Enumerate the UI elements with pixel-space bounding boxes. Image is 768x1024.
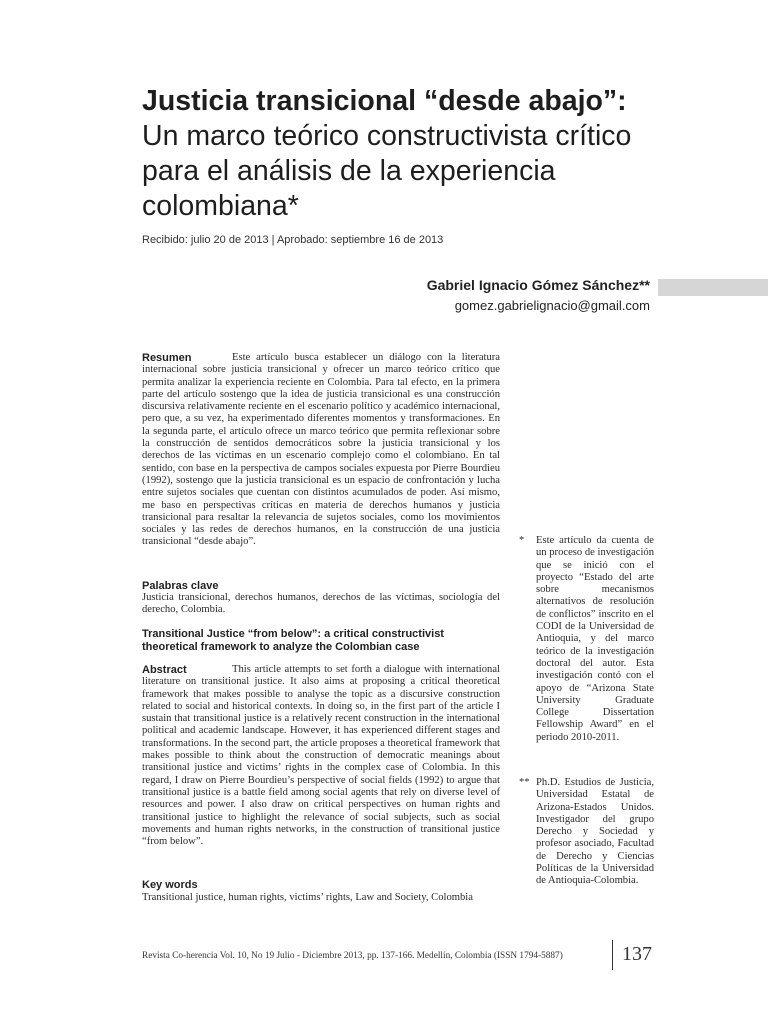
author-email: gomez.gabrielignacio@gmail.com [454,298,650,313]
footnote-2-text: Ph.D. Estudios de Justicia, Universidad Estatal de Arizona-Estados Unidos. Investigador del grupo Derecho y Sociedad y profesor asociado, Facultad de Derecho y Ciencias Políticas de la Universidad de Antioquia-Colombia. [536,777,654,887]
article-title-subtitle: Un marco teórico constructivista crítico para el análisis de la experiencia colombiana* [142,120,632,222]
journal-citation: Revista Co-herencia Vol. 10, No 19 Julio - Diciembre 2013, pp. 137-166. Medellín, Colombia (ISSN 1794-5887) [142,951,563,961]
resumen-label: Resumen [142,352,192,364]
abstract-text: This article attempts to set forth a dialogue with international literature on transitional justice. It also aims at proposing a critical theoretical framework that makes possible to analyse the topic as a discursive construction related to social and historical contexts. In doing so, in the first part of the article I sustain that transitional justice is a relatively recent construction in the international political and academic landscape. However, it has experienced different stages and transformations. In the second part, the article proposes a theoretical framework that makes possible to think about the construction of democratic meanings about transitional justice and victims’ rights in the complex case of Colombia. In this regard, I draw on Pierre Bourdieu’s perspective of social fields (1992) to argue that transitional justice is a battle field among social agents that rely on diverse level of resources and power. I also draw on critical perspectives on human rights and transitional justice to highlight the relevance of social subjects, such as social movements and human rights networks, in the construction of transitional justice “from below”. [142,664,500,848]
resumen-text: Este artículo busca establecer un diálogo con la literatura internacional sobre justicia transicional y ofrecer un marco teórico crítico que permita analizar la experiencia reciente en Colombia. Para tal efecto, en la primera parte del artículo sostengo que la idea de justicia transicional es una construcción discursiva relativamente reciente en el escenario político y académico internacional, pero que, a su vez, ha experimentado diferentes momentos y transformaciones. En la segunda parte, el artículo ofrece un marco teórico que permita reflexionar sobre la construcción de sentidos democráticos sobre la justicia transicional y los derechos de las víctimas en un escenario complejo como el colombiano. En tal sentido, con base en la perspectiva de campos sociales expuesta por Pierre Bourdieu (1992), sostengo que la justicia transicional es un espacio de confrontación y lucha entre sujetos sociales que cuentan con distintos acumulados de poder. Así mismo, me baso en perspectivas críticas en materia de derechos humanos y justicia transicional para resaltar la relevancia de sujetos sociales, como los movimientos sociales y las redes de derechos humanos, en la construcción de una justicia transicional “desde abajo”. [142,352,500,548]
page-number: 137 [622,943,652,965]
footnote-1-mark: * [519,535,525,546]
key-words-text: Transitional justice, human rights, victims’ rights, Law and Society, Colombia [142,892,473,903]
key-words-label: Key words [142,879,198,891]
received-approved-dates: Recibido: julio 20 de 2013 | Aprobado: septiembre 16 de 2013 [142,234,444,246]
author-accent-bar [658,279,768,296]
article-title [142,84,662,224]
palabras-clave-label: Palabras clave [142,580,219,592]
author-name: Gabriel Ignacio Gómez Sánchez** [426,277,650,293]
footnote-2-mark: ** [519,777,530,788]
footnote-1-text: Este artículo da cuenta de un proceso de investigación que se inició con el proyecto “Estado del arte sobre mecanismos alternativos de resolución de conflictos” inscrito en el CODI de la Universidad de Antioquia, y del marco teórico de la investigación doctoral del autor. Esta investigación contó con el apoyo de “Arizona State University Graduate College Dissertation Fellowship Award” en el periodo 2010-2011. [536,535,654,743]
english-title: Transitional Justice “from below”: a critical constructivist theoretical framework to analyze the Colombian case [142,628,444,653]
footer-divider [612,940,613,970]
palabras-clave-text: Justicia transicional, derechos humanos, derechos de las víctimas, sociología del derecho, Colombia. [142,592,500,616]
abstract-label: Abstract [142,664,187,676]
article-title-bold: Justicia transicional “desde abajo”: [142,85,627,117]
